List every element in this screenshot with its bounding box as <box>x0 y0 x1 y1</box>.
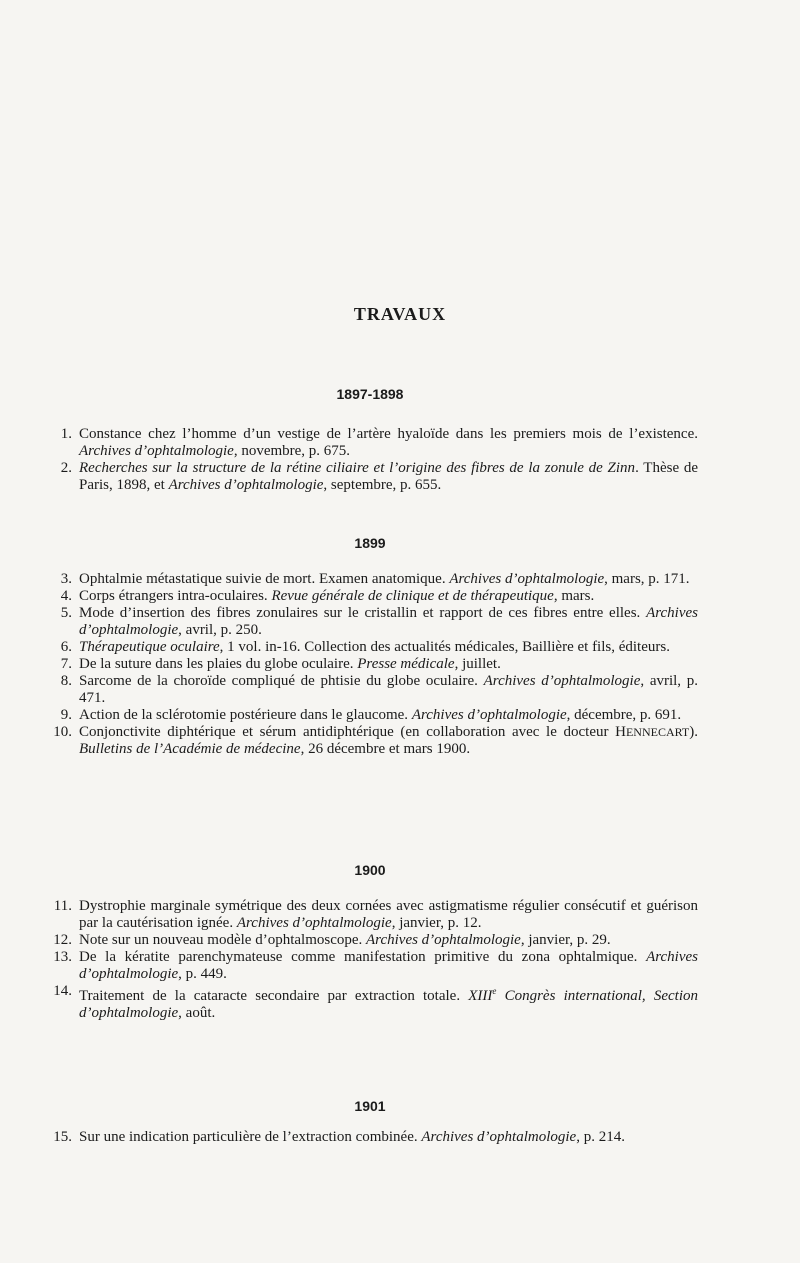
list-item <box>48 605 698 639</box>
entry-list <box>48 898 698 1022</box>
entry-number: 1. <box>60 426 72 442</box>
entry-text: Traitement de la cataracte secondaire par extraction totale. XIIIe Congrès international, Section d’ophtalmologie, août. <box>79 986 698 1021</box>
section-year-1900: 1900 <box>354 862 386 878</box>
entry-number: 10. <box>53 724 72 740</box>
entry-number: 15. <box>53 1129 72 1145</box>
entry-list <box>48 1129 698 1146</box>
entry-number: 13. <box>53 949 72 965</box>
entry-text: Recherches sur la structure de la rétine ciliaire et l’origine des fibres de la zonule de Zinn. Thèse de Paris, 1898, et Archives d’ophtalmologie, septembre, p. 655. <box>79 460 698 493</box>
entry-text: Mode d’insertion des fibres zonulaires sur le cristallin et rapport de ces fibres entre elles. Archives d’ophtalmologie, avril, p. 250. <box>79 605 698 638</box>
list-item <box>48 571 698 588</box>
entry-text: Dystrophie marginale symétrique des deux cornées avec astigmatisme régulier consécutif et guérison par la cautérisation ignée. Archives d’ophtalmologie, janvier, p. 12. <box>79 898 698 931</box>
list-item <box>48 673 698 707</box>
entry-text: Sarcome de la choroïde compliqué de phtisie du globe oculaire. Archives d’ophtalmologie, avril, p. 471. <box>79 673 698 706</box>
entry-text: Constance chez l’homme d’un vestige de l’artère hyaloïde dans les premiers mois de l’existence. Archives d’ophtalmologie, novembre, p. 675. <box>79 426 698 459</box>
page-title: TRAVAUX <box>353 304 447 324</box>
entry-number: 9. <box>60 707 72 723</box>
list-item <box>48 1129 698 1146</box>
list-item <box>48 460 698 494</box>
entry-text: Ophtalmie métastatique suivie de mort. Examen anatomique. Archives d’ophtalmologie, mars, p. 171. <box>79 571 690 587</box>
entry-number: 5. <box>60 605 72 621</box>
section-year-1899: 1899 <box>354 535 386 551</box>
entry-text: Note sur un nouveau modèle d’ophtalmoscope. Archives d’ophtalmologie, janvier, p. 29. <box>79 932 611 948</box>
list-item <box>48 898 698 932</box>
entry-list <box>48 571 698 758</box>
entry-number: 3. <box>60 571 72 587</box>
entry-number: 12. <box>53 932 72 948</box>
list-item <box>48 932 698 949</box>
entry-text: De la suture dans les plaies du globe oculaire. Presse médicale, juillet. <box>79 656 501 672</box>
entry-number: 7. <box>60 656 72 672</box>
list-item <box>48 949 698 983</box>
entry-text: De la kératite parenchymateuse comme manifestation primitive du zona ophtalmique. Archives d’ophtalmologie, p. 449. <box>79 949 698 982</box>
entry-number: 14. <box>53 983 72 999</box>
entry-text: Thérapeutique oculaire, 1 vol. in-16. Collection des actualités médicales, Baillière et fils, éditeurs. <box>79 639 670 655</box>
entry-number: 8. <box>60 673 72 689</box>
entry-number: 4. <box>60 588 72 604</box>
list-item <box>48 639 698 656</box>
section-year-1897-1898: 1897-1898 <box>336 386 404 402</box>
entry-text: Sur une indication particulière de l’extraction combinée. Archives d’ophtalmologie, p. 214. <box>79 1129 625 1145</box>
list-item <box>48 656 698 673</box>
section-year-1901: 1901 <box>354 1098 386 1114</box>
entry-number: 2. <box>60 460 72 476</box>
entry-text: Corps étrangers intra-oculaires. Revue générale de clinique et de thérapeutique, mars. <box>79 588 595 604</box>
list-item <box>48 983 698 1022</box>
entry-list <box>48 426 698 494</box>
list-item <box>48 724 698 758</box>
entry-number: 6. <box>60 639 72 655</box>
entry-number: 11. <box>53 898 72 914</box>
entry-text: Action de la sclérotomie postérieure dans le glaucome. Archives d’ophtalmologie, décembre, p. 691. <box>79 707 682 723</box>
list-item <box>48 426 698 460</box>
entry-text: Conjonctivite diphtérique et sérum antidiphtérique (en collaboration avec le docteur HENNECART). Bulletins de l’Académie de médecine, 26 décembre et mars 1900. <box>79 724 698 757</box>
list-item <box>48 588 698 605</box>
list-item <box>48 707 698 724</box>
